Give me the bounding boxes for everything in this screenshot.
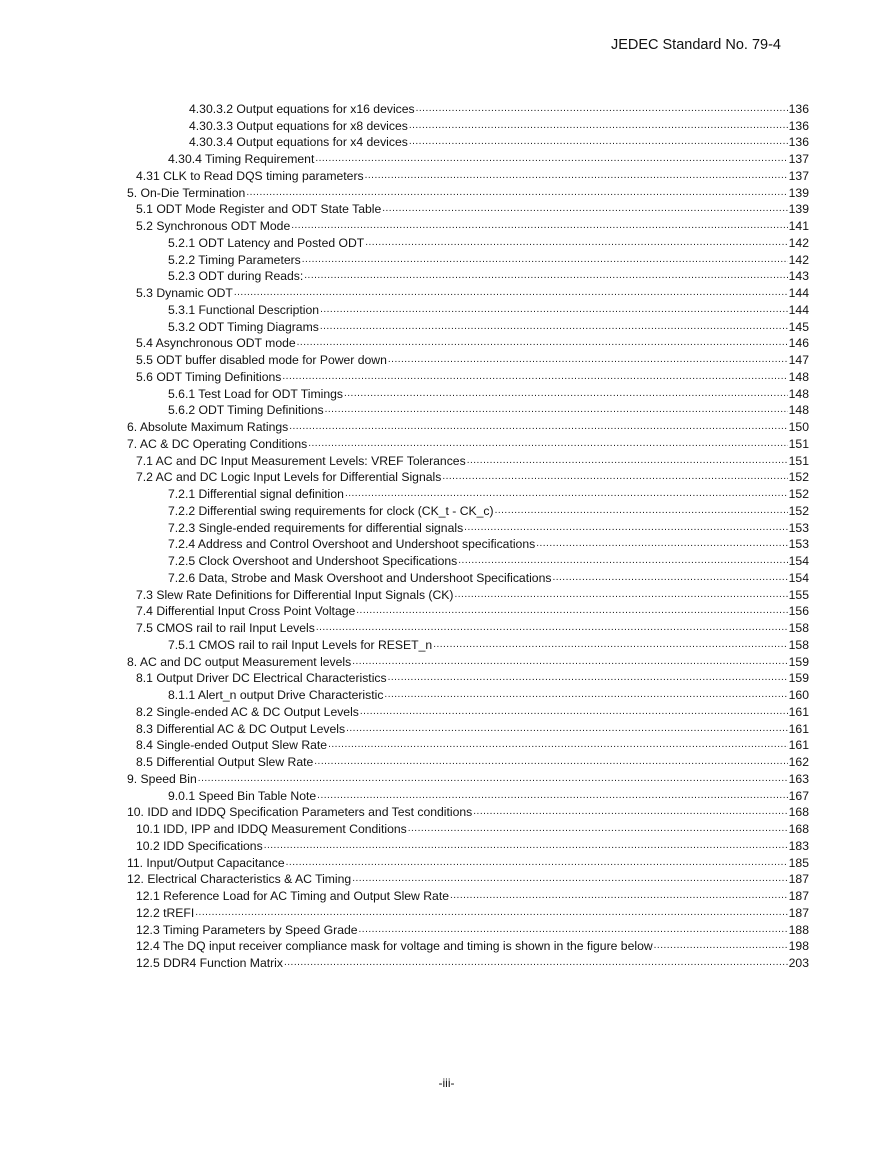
toc-leader-dots xyxy=(289,417,787,435)
toc-leader-dots xyxy=(365,166,788,184)
toc-entry xyxy=(127,385,809,402)
toc-entry-page: 203 xyxy=(788,956,809,970)
toc-entry-title: 5.6.2 ODT Timing Definitions xyxy=(168,403,324,418)
toc-leader-dots xyxy=(234,283,788,301)
toc-entry xyxy=(127,770,809,787)
toc-entry-page: 183 xyxy=(788,838,809,853)
toc-leader-dots xyxy=(328,735,788,753)
toc-entry-title: 5.2 Synchronous ODT Mode xyxy=(136,219,291,233)
toc-entry xyxy=(127,351,809,368)
toc-entry-page: 146 xyxy=(788,336,809,351)
toc-entry xyxy=(127,268,809,285)
toc-entry-page: 155 xyxy=(788,587,809,602)
toc-entry-title: 8.5 Differential Output Slew Rate xyxy=(136,755,314,769)
toc-entry-page: 144 xyxy=(788,286,809,300)
toc-entry-page: 152 xyxy=(788,470,809,485)
toc-entry-page: 154 xyxy=(788,570,809,585)
toc-entry-title: 5.2.1 ODT Latency and Posted ODT xyxy=(168,235,365,250)
toc-entry xyxy=(127,887,809,904)
toc-entry-title: 11. Input/Output Capacitance xyxy=(127,855,285,870)
toc-entry xyxy=(127,469,809,486)
toc-entry-title: 8.1.1 Alert_n output Drive Characteristic xyxy=(168,688,384,702)
toc-entry-title: 12.3 Timing Parameters by Speed Grade xyxy=(136,922,358,937)
toc-leader-dots xyxy=(359,920,788,938)
toc-entry-title: 4.30.3.2 Output equations for x16 devices xyxy=(189,101,415,116)
toc-entry-title: 9. Speed Bin xyxy=(127,771,197,786)
toc-entry-page: 139 xyxy=(788,202,809,217)
toc-leader-dots xyxy=(291,216,787,234)
toc-entry-title: 7.2.5 Clock Overshoot and Undershoot Specifications xyxy=(168,554,458,568)
toc-entry-page: 161 xyxy=(788,704,809,719)
toc-entry xyxy=(127,201,809,218)
toc-entry-title: 10. IDD and IDDQ Specification Parameters and Test conditions xyxy=(127,805,473,820)
toc-entry xyxy=(127,804,809,821)
toc-entry xyxy=(127,251,809,268)
toc-entry-page: 187 xyxy=(788,905,809,920)
toc-leader-dots xyxy=(442,467,787,485)
toc-leader-dots xyxy=(467,451,788,469)
toc-entry-page: 187 xyxy=(788,872,809,887)
toc-entry xyxy=(127,670,809,687)
toc-entry-title: 5.3.2 ODT Timing Diagrams xyxy=(168,319,319,334)
toc-entry-title: 5.3 Dynamic ODT xyxy=(136,286,233,300)
toc-entry-page: 158 xyxy=(788,637,809,652)
toc-entry-page: 160 xyxy=(788,688,809,702)
toc-entry-title: 5.6.1 Test Load for ODT Timings xyxy=(168,386,343,401)
toc-leader-dots xyxy=(433,635,787,653)
toc-entry-title: 8.2 Single-ended AC & DC Output Levels xyxy=(136,704,359,719)
toc-leader-dots xyxy=(450,886,788,904)
toc-entry-page: 139 xyxy=(788,185,809,200)
toc-entry-title: 12.2 tREFI xyxy=(136,905,195,920)
toc-entry-title: 5.3.1 Functional Description xyxy=(168,302,320,317)
toc-entry xyxy=(127,787,809,804)
toc-leader-dots xyxy=(198,769,788,787)
toc-entry-page: 151 xyxy=(788,436,809,451)
toc-entry xyxy=(127,452,809,469)
toc-entry-title: 5.4 Asynchronous ODT mode xyxy=(136,336,296,351)
toc-entry xyxy=(127,167,809,184)
toc-leader-dots xyxy=(409,116,788,134)
toc-entry-page: 161 xyxy=(788,721,809,736)
toc-entry xyxy=(127,150,809,167)
toc-leader-dots xyxy=(195,903,787,921)
toc-leader-dots xyxy=(356,601,787,619)
toc-leader-dots xyxy=(320,317,788,335)
toc-entry-page: 153 xyxy=(788,537,809,552)
toc-leader-dots xyxy=(246,183,787,201)
toc-entry-title: 10.2 IDD Specifications xyxy=(136,838,263,853)
toc-entry xyxy=(127,536,809,553)
toc-leader-dots xyxy=(365,233,787,251)
toc-leader-dots xyxy=(346,719,788,737)
toc-entry xyxy=(127,217,809,234)
toc-leader-dots xyxy=(654,936,788,954)
toc-entry-title: 5.5 ODT buffer disabled mode for Power down xyxy=(136,353,387,367)
toc-leader-dots xyxy=(320,300,788,318)
toc-entry-title: 7.1 AC and DC Input Measurement Levels: VREF Tolerances xyxy=(136,453,466,468)
toc-entry-page: 137 xyxy=(788,168,809,183)
toc-entry-title: 7.5.1 CMOS rail to rail Input Levels for RESET_n xyxy=(168,637,433,652)
toc-leader-dots xyxy=(325,400,788,418)
toc-entry-page: 159 xyxy=(788,654,809,669)
toc-leader-dots xyxy=(384,685,787,703)
toc-entry-title: 8.4 Single-ended Output Slew Rate xyxy=(136,738,328,753)
toc-entry-title: 4.30.3.4 Output equations for x4 devices xyxy=(189,135,408,150)
document-header: JEDEC Standard No. 79-4 xyxy=(610,37,781,53)
toc-leader-dots xyxy=(388,350,788,368)
toc-entry-title: 7.2.6 Data, Strobe and Mask Overshoot and Undershoot Specifications xyxy=(168,570,552,585)
toc-entry xyxy=(127,100,809,117)
toc-leader-dots xyxy=(495,501,788,519)
toc-entry xyxy=(127,703,809,720)
toc-leader-dots xyxy=(416,99,788,117)
toc-entry-title: 7.5 CMOS rail to rail Input Levels xyxy=(136,621,315,635)
toc-leader-dots xyxy=(473,802,787,820)
toc-entry-title: 12.4 The DQ input receiver compliance mask for voltage and timing is shown in the figure below xyxy=(136,939,653,954)
toc-entry xyxy=(127,837,809,854)
toc-entry-page: 159 xyxy=(788,671,809,686)
toc-entry xyxy=(127,737,809,754)
toc-entry-title: 12.1 Reference Load for AC Timing and Output Slew Rate xyxy=(136,889,449,903)
toc-entry xyxy=(127,134,809,151)
toc-entry-title: 5.1 ODT Mode Register and ODT State Table xyxy=(136,202,382,217)
toc-entry xyxy=(127,368,809,385)
toc-entry-title: 4.30.3.3 Output equations for x8 devices xyxy=(189,118,408,133)
toc-entry-page: 167 xyxy=(788,788,809,803)
toc-entry-page: 162 xyxy=(788,755,809,769)
toc-entry xyxy=(127,485,809,502)
toc-leader-dots xyxy=(382,199,787,217)
toc-leader-dots xyxy=(314,752,787,770)
toc-leader-dots xyxy=(409,132,788,150)
toc-entry-page: 153 xyxy=(788,520,809,535)
toc-entry-title: 7.2 AC and DC Logic Input Levels for Differential Signals xyxy=(136,470,442,485)
toc-leader-dots xyxy=(308,434,787,452)
toc-entry xyxy=(127,519,809,536)
toc-entry xyxy=(127,418,809,435)
toc-entry-page: 142 xyxy=(788,235,809,250)
toc-entry-title: 8.3 Differential AC & DC Output Levels xyxy=(136,721,346,736)
toc-leader-dots xyxy=(284,953,788,971)
toc-entry xyxy=(127,603,809,620)
toc-entry xyxy=(127,619,809,636)
toc-entry-title: 7.3 Slew Rate Definitions for Differential Input Signals (CK) xyxy=(136,587,454,602)
toc-entry-title: 10.1 IDD, IPP and IDDQ Measurement Conditions xyxy=(136,822,407,836)
toc-entry-title: 8. AC and DC output Measurement levels xyxy=(127,654,352,669)
toc-leader-dots xyxy=(352,652,787,670)
toc-entry xyxy=(127,234,809,251)
toc-entry-title: 12. Electrical Characteristics & AC Timing xyxy=(127,872,352,887)
toc-entry xyxy=(127,552,809,569)
table-of-contents xyxy=(127,100,809,971)
toc-entry-page: 136 xyxy=(788,135,809,150)
toc-entry xyxy=(127,954,809,971)
toc-entry-title: 5. On-Die Termination xyxy=(127,185,246,200)
toc-leader-dots xyxy=(360,702,788,720)
toc-entry-title: 9.0.1 Speed Bin Table Note xyxy=(168,788,317,803)
toc-entry xyxy=(127,871,809,888)
toc-leader-dots xyxy=(286,853,788,871)
toc-entry-title: 7. AC & DC Operating Conditions xyxy=(127,436,308,451)
toc-entry xyxy=(127,502,809,519)
toc-entry xyxy=(127,636,809,653)
toc-entry xyxy=(127,854,809,871)
toc-entry-page: 198 xyxy=(788,939,809,954)
toc-leader-dots xyxy=(316,618,788,636)
toc-entry-title: 7.2.1 Differential signal definition xyxy=(168,487,344,501)
toc-leader-dots xyxy=(315,149,787,167)
toc-entry xyxy=(127,301,809,318)
toc-leader-dots xyxy=(297,333,788,351)
toc-entry xyxy=(127,904,809,921)
toc-entry xyxy=(127,686,809,703)
toc-entry-page: 148 xyxy=(788,386,809,401)
toc-entry xyxy=(127,938,809,955)
toc-leader-dots xyxy=(345,484,788,502)
toc-leader-dots xyxy=(536,534,787,552)
toc-leader-dots xyxy=(454,585,787,603)
toc-entry-page: 158 xyxy=(788,621,809,635)
toc-entry xyxy=(127,184,809,201)
toc-entry xyxy=(127,569,809,586)
toc-entry-page: 142 xyxy=(788,252,809,267)
toc-entry-page: 150 xyxy=(788,420,809,434)
toc-entry-title: 7.2.2 Differential swing requirements for clock (CK_t - CK_c) xyxy=(168,503,494,518)
toc-entry-page: 148 xyxy=(788,403,809,418)
toc-entry-title: 7.2.4 Address and Control Overshoot and Undershoot specifications xyxy=(168,537,536,552)
toc-entry-title: 6. Absolute Maximum Ratings xyxy=(127,420,289,434)
toc-entry-page: 185 xyxy=(788,855,809,870)
toc-entry xyxy=(127,435,809,452)
toc-entry xyxy=(127,653,809,670)
toc-entry-title: 4.30.4 Timing Requirement xyxy=(168,152,315,166)
toc-entry-title: 5.2.2 Timing Parameters xyxy=(168,252,301,267)
toc-entry xyxy=(127,753,809,770)
toc-entry xyxy=(127,335,809,352)
toc-entry-page: 136 xyxy=(788,101,809,116)
toc-entry-title: 7.2.3 Single-ended requirements for differential signals xyxy=(168,520,464,535)
toc-leader-dots xyxy=(317,786,787,804)
toc-entry-title: 12.5 DDR4 Function Matrix xyxy=(136,956,283,970)
toc-entry-page: 187 xyxy=(788,889,809,903)
toc-entry-title: 4.31 CLK to Read DQS timing parameters xyxy=(136,168,364,183)
toc-entry xyxy=(127,318,809,335)
toc-entry-page: 151 xyxy=(788,453,809,468)
toc-entry-page: 188 xyxy=(788,922,809,937)
toc-leader-dots xyxy=(408,819,788,837)
toc-entry-page: 156 xyxy=(788,604,809,619)
toc-leader-dots xyxy=(282,367,787,385)
toc-entry-title: 7.4 Differential Input Cross Point Voltage xyxy=(136,604,356,619)
toc-leader-dots xyxy=(464,518,787,536)
toc-entry-page: 141 xyxy=(788,219,809,233)
toc-leader-dots xyxy=(552,568,787,586)
toc-entry-page: 136 xyxy=(788,118,809,133)
toc-leader-dots xyxy=(344,384,788,402)
toc-entry-page: 168 xyxy=(788,822,809,836)
toc-leader-dots xyxy=(352,869,787,887)
toc-entry-page: 143 xyxy=(788,269,809,284)
toc-entry-title: 5.6 ODT Timing Definitions xyxy=(136,369,282,384)
toc-entry-page: 144 xyxy=(788,302,809,317)
page-number: -iii- xyxy=(438,1076,455,1090)
toc-entry-title: 8.1 Output Driver DC Electrical Characteristics xyxy=(136,671,387,686)
toc-entry-title: 5.2.3 ODT during Reads: xyxy=(168,269,304,284)
toc-entry xyxy=(127,586,809,603)
toc-entry-page: 168 xyxy=(788,805,809,820)
toc-entry-page: 145 xyxy=(788,319,809,334)
toc-entry-page: 137 xyxy=(788,152,809,166)
toc-leader-dots xyxy=(304,266,787,284)
toc-entry-page: 152 xyxy=(788,487,809,501)
toc-leader-dots xyxy=(458,551,787,569)
toc-entry-page: 154 xyxy=(788,554,809,568)
toc-entry-page: 163 xyxy=(788,771,809,786)
toc-entry xyxy=(127,117,809,134)
toc-entry-page: 148 xyxy=(788,369,809,384)
toc-entry-page: 161 xyxy=(788,738,809,753)
toc-entry xyxy=(127,720,809,737)
toc-leader-dots xyxy=(302,250,788,268)
toc-entry xyxy=(127,921,809,938)
toc-leader-dots xyxy=(388,668,788,686)
toc-entry-page: 152 xyxy=(788,503,809,518)
toc-entry xyxy=(127,820,809,837)
toc-leader-dots xyxy=(264,836,788,854)
toc-entry xyxy=(127,402,809,419)
toc-entry-page: 147 xyxy=(788,353,809,367)
toc-entry xyxy=(127,284,809,301)
